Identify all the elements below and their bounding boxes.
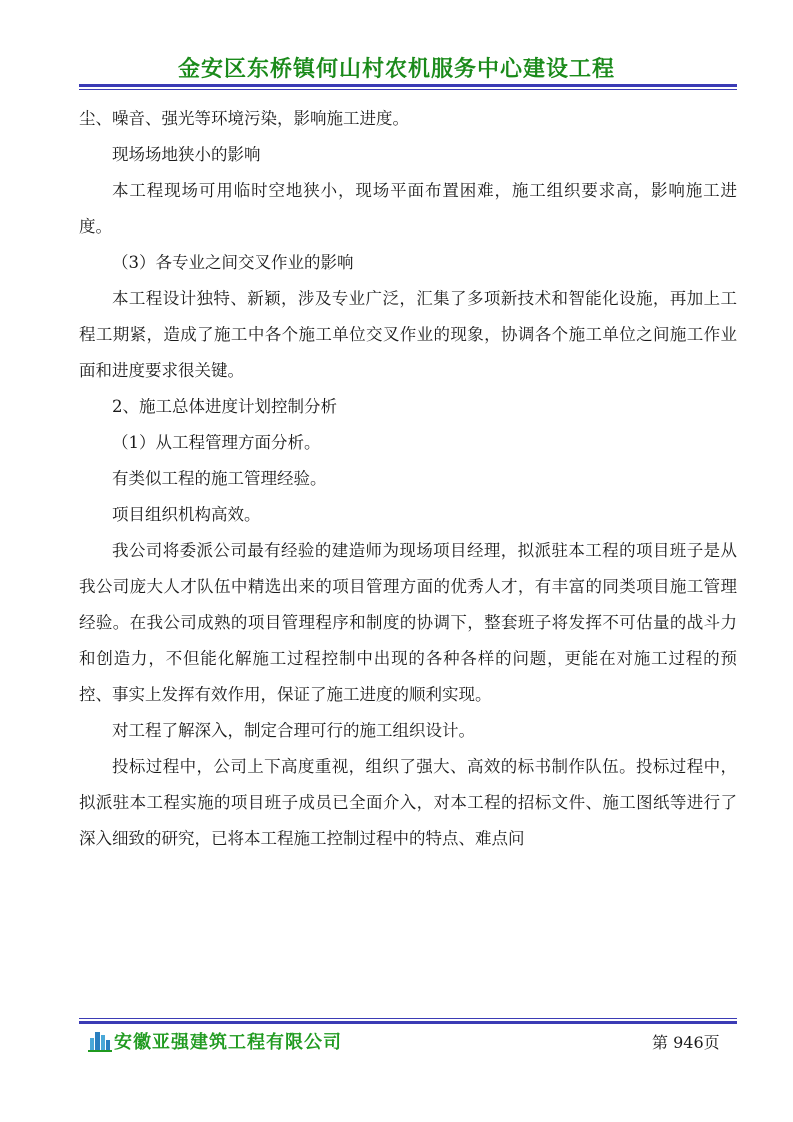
document-header-title: 金安区东桥镇何山村农机服务中心建设工程 <box>177 57 615 82</box>
body-paragraph: 尘、噪音、强光等环境污染，影响施工进度。 <box>79 109 409 128</box>
body-paragraph: 投标过程中，公司上下高度重视，组织了强大、高效的标书制作队伍。投标过程中，拟派驻本工程实施的项目班子成员已全面介入，对本工程的招标文件、施工图纸等进行了深入细致的研究，已将本工程施工控制过程中的特点、难点问 <box>79 757 737 848</box>
section-heading: 2、施工总体进度计划控制分析 <box>112 397 337 416</box>
footer-rule-thin <box>79 1018 737 1019</box>
document-body <box>79 101 737 857</box>
body-paragraph: 我公司将委派公司最有经验的建造师为现场项目经理，拟派驻本工程的项目班子是从我公司庞大人才队伍中精选出来的项目管理方面的优秀人才，有丰富的同类项目施工管理经验。在我公司成熟的项目管理程序和制度的协调下，整套班子将发挥不可估量的战斗力和创造力，不但能化解施工过程控制中出现的各种各样的问题，更能在对施工过程的预控、事实上发挥有效作用，保证了施工进度的顺利实现。 <box>79 541 737 704</box>
building-logo-icon <box>88 1028 112 1052</box>
body-paragraph: 本工程现场可用临时空地狭小，现场平面布置困难，施工组织要求高，影响施工进度。 <box>79 181 737 236</box>
header-rule-thick <box>79 84 737 87</box>
body-paragraph: 有类似工程的施工管理经验。 <box>112 469 327 488</box>
body-paragraph: 项目组织机构高效。 <box>112 505 261 524</box>
body-paragraph: 对工程了解深入，制定合理可行的施工组织设计。 <box>112 721 475 740</box>
header-rule-thin <box>79 89 737 90</box>
section-heading: （3）各专业之间交叉作业的影响 <box>112 253 354 272</box>
body-paragraph: 本工程设计独特、新颖，涉及专业广泛，汇集了多项新技术和智能化设施，再加上工程工期紧，造成了施工中各个施工单位交叉作业的现象，协调各个施工单位之间施工作业面和进度要求很关键。 <box>79 289 737 380</box>
section-heading: （1）从工程管理方面分析。 <box>112 433 321 452</box>
page-number: 第 946页 <box>652 1033 720 1052</box>
company-name: 安徽亚强建筑工程有限公司 <box>114 1032 342 1053</box>
footer-rule-thick <box>79 1021 737 1024</box>
body-paragraph: 现场场地狭小的影响 <box>112 145 261 164</box>
